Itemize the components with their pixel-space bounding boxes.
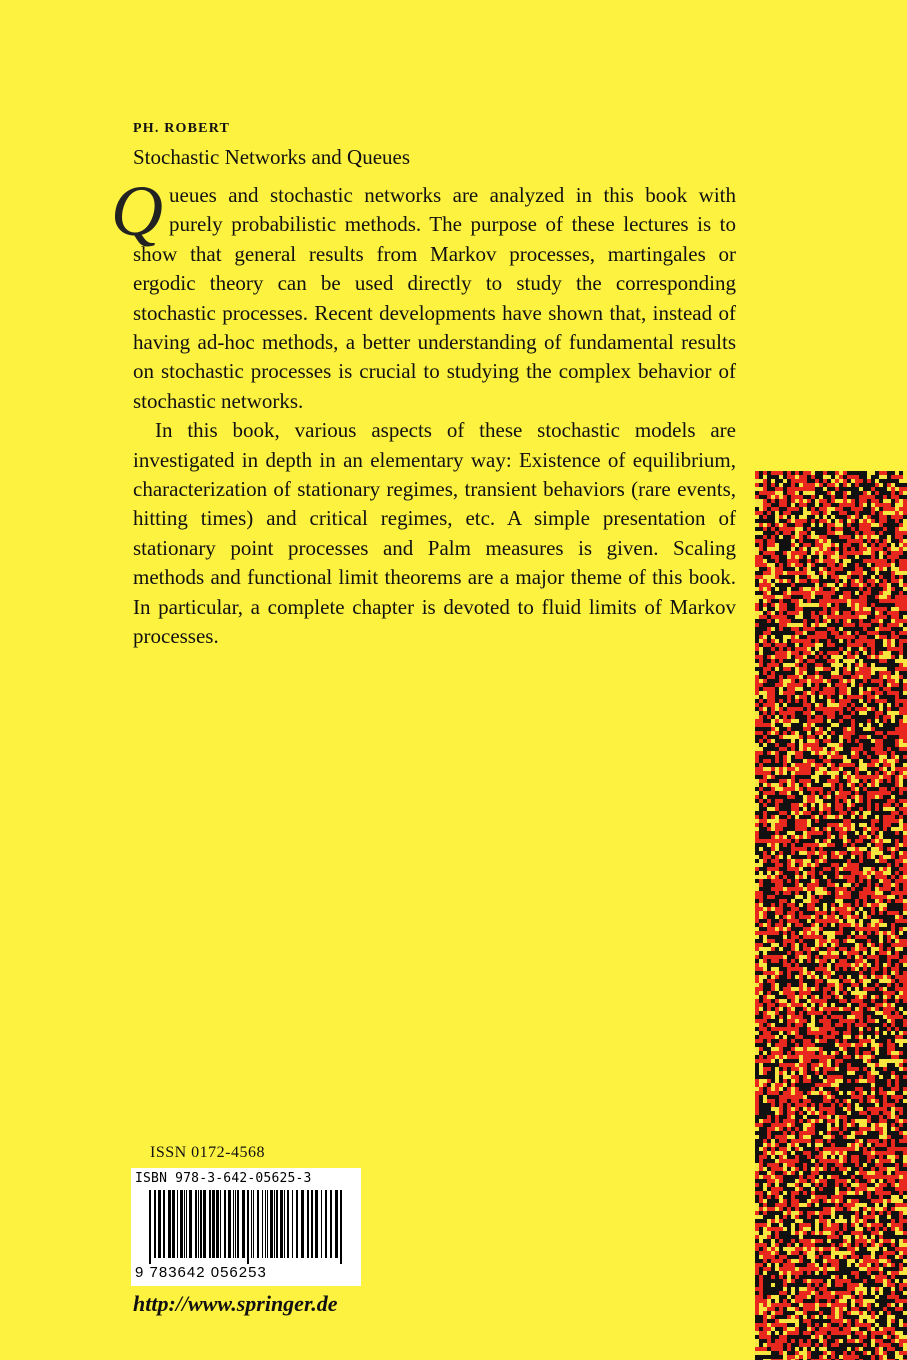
blurb [111,171,736,652]
blurb-paragraph-1 [111,171,736,416]
paragraph-1-text: ueues and stochastic networks are analyzed in this book with purely probabilistic methods. The purpose of these lectures is to show that general results from Markov processes, martingales or ergodic theory can be used directly to study the corresponding stochastic processes. Recent developments have shown that, instead of having ad-hoc methods, a better understanding of fundamental results on stochastic processes is crucial to studying the complex behavior of stochastic networks. [133,183,736,413]
isbn-label: ISBN 978-3-642-05625-3 [135,1171,312,1186]
blurb-paragraph-2: In this book, various aspects of these stochastic models are investigated in depth in an elementary way: Existence of equilibrium, characterization of stationary regimes, transient behaviors (rare events, hitting times) and critical regimes, etc. A simple presentation of stationary point processes and Palm measures is given. Scaling methods and functional limit theorems are a major theme of this book. In particular, a complete chapter is devoted to fluid limits of Markov processes. [133,418,736,649]
drop-cap: Q [111,171,163,251]
publisher-url: http://www.springer.de [133,1291,338,1316]
barcode-digits: 9 783642 056253 [135,1264,267,1281]
pattern-icon [755,471,907,1360]
barcode-icon [149,1190,345,1264]
barcode-block [131,1168,361,1286]
author-name: PH. ROBERT [133,121,231,136]
issn-label: ISSN 0172-4568 [150,1144,266,1161]
book-title: Stochastic Networks and Queues [133,145,411,169]
noise-pattern-strip [755,471,907,1360]
